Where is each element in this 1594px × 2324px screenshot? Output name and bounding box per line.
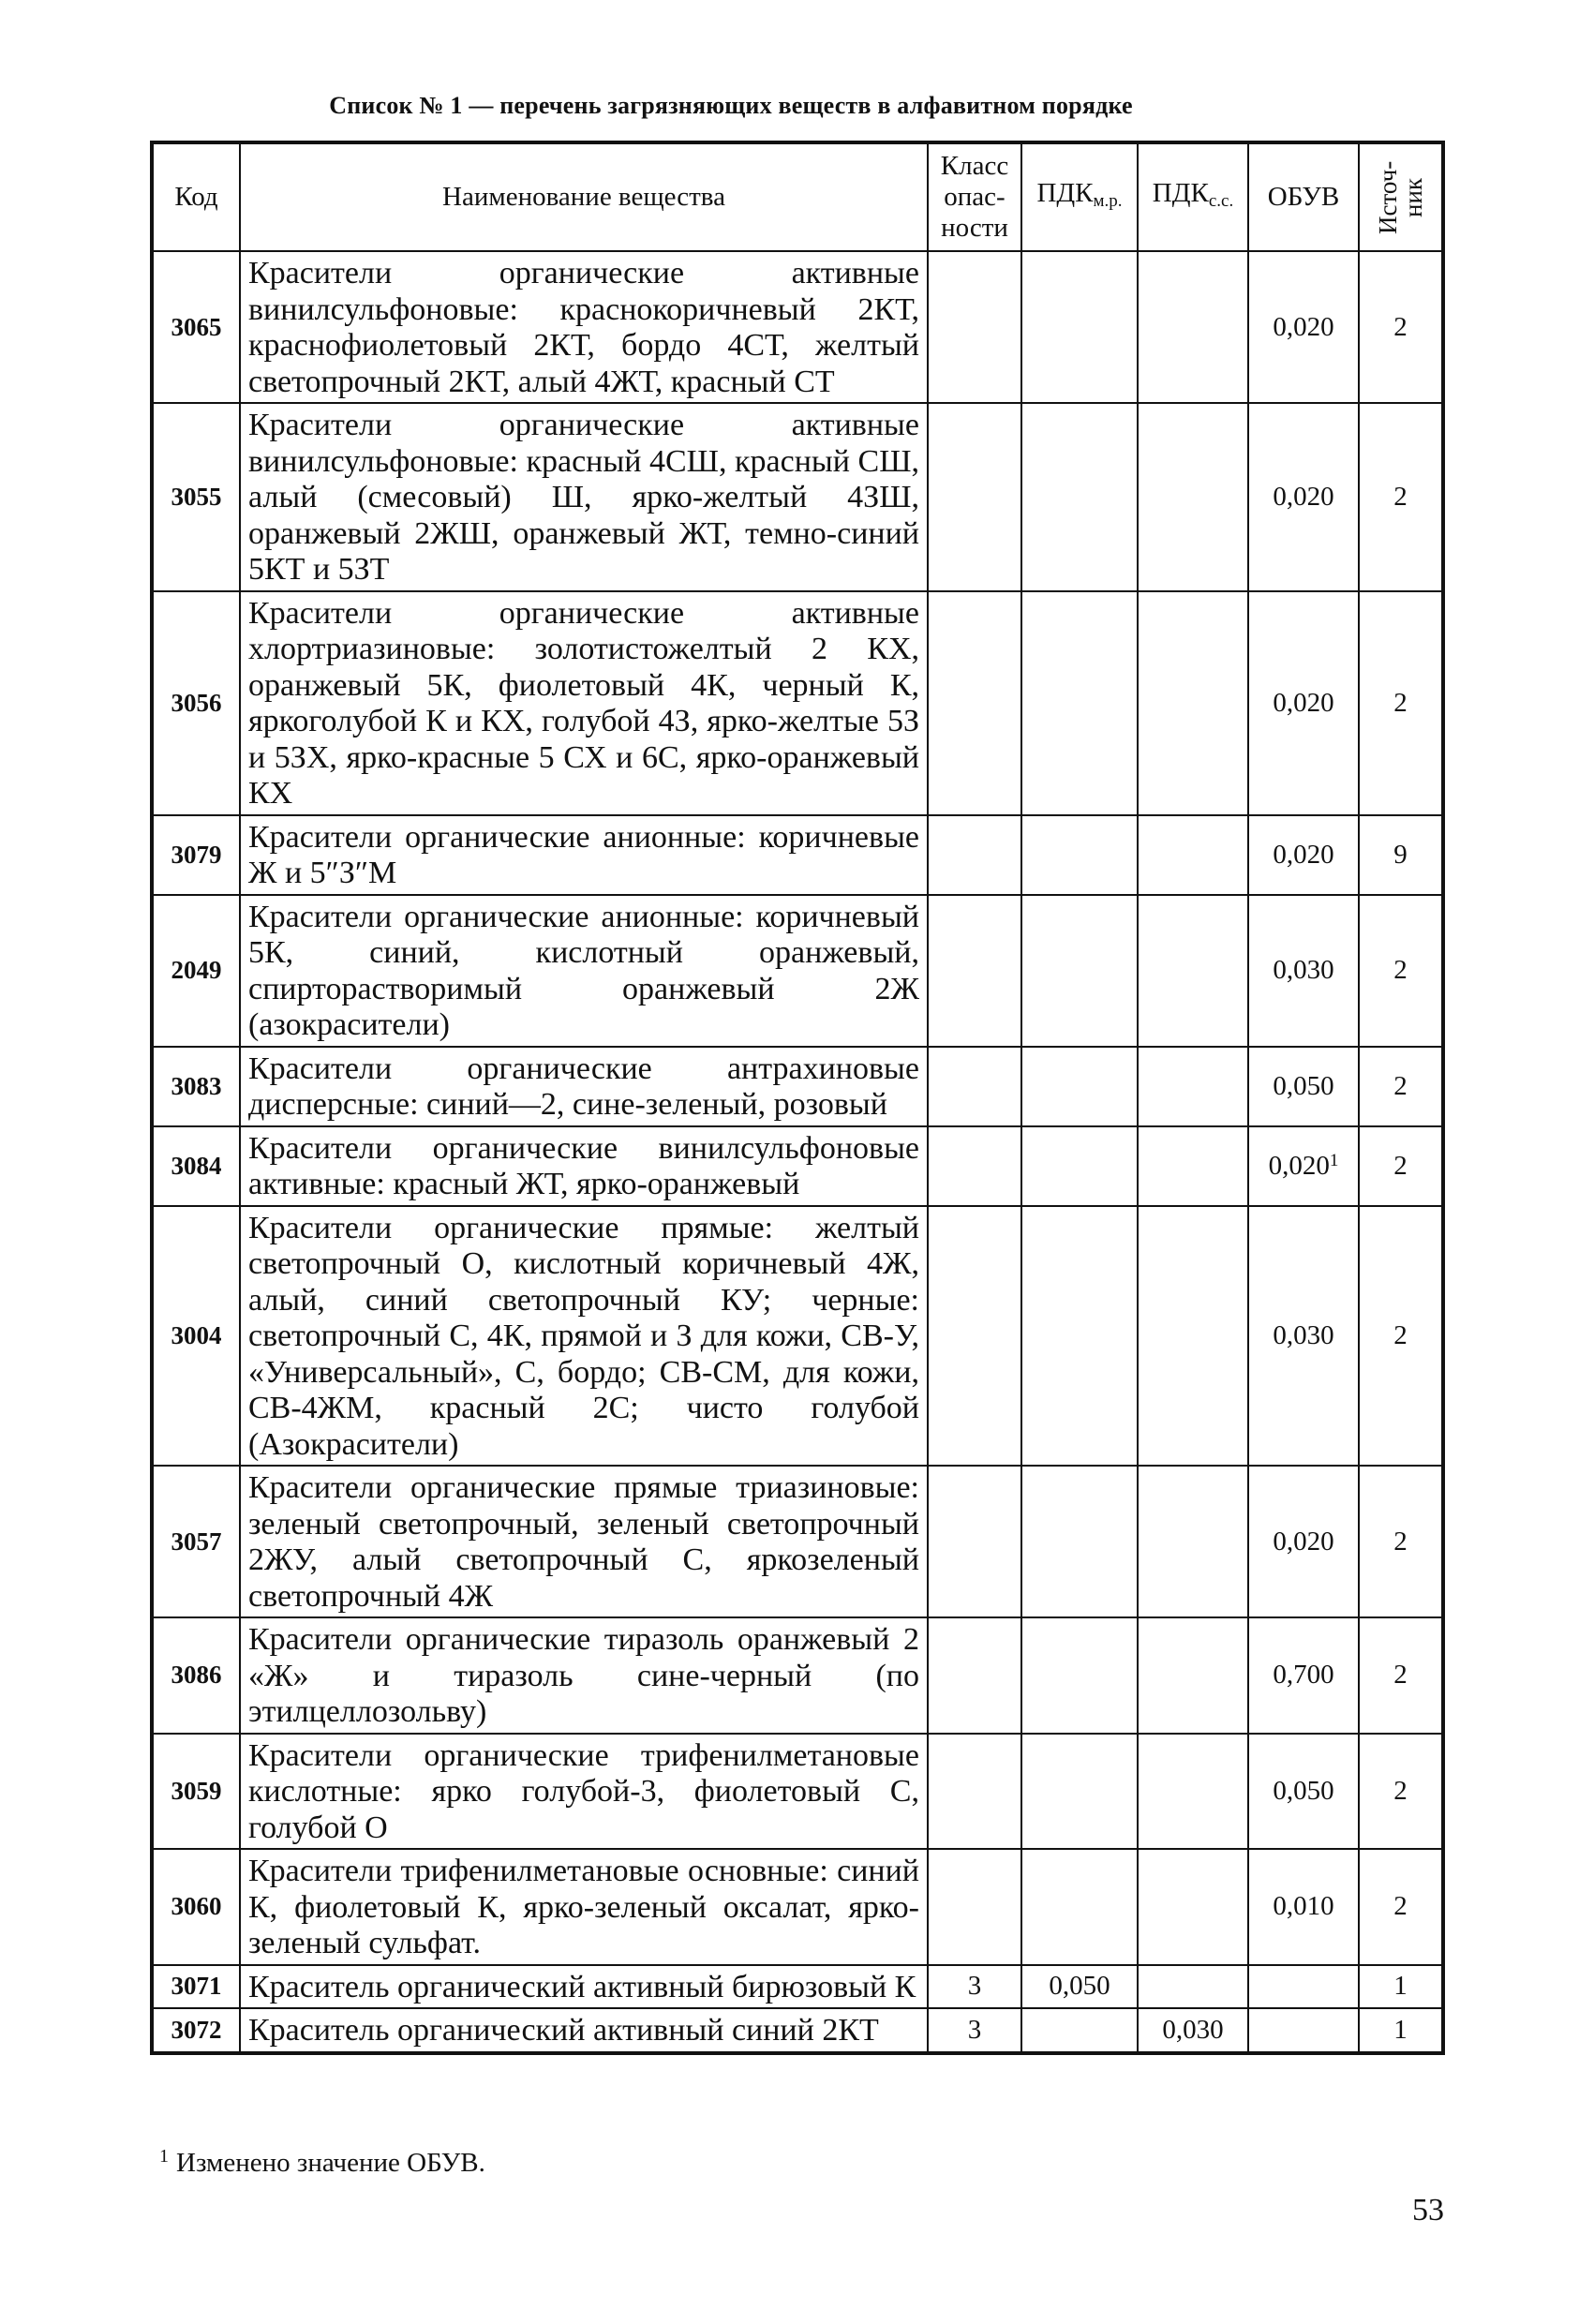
obuv-value: 0,020 xyxy=(1273,311,1334,342)
source-cell: 2 xyxy=(1359,1126,1443,1206)
obuv-value: 0,700 xyxy=(1273,1660,1334,1691)
page-number: 53 xyxy=(1412,2193,1444,2227)
table-row xyxy=(152,895,1443,1047)
pdk-ss-cell xyxy=(1138,1617,1248,1734)
pdk-mr-cell xyxy=(1021,1466,1138,1617)
pdk-mr-cell xyxy=(1021,1126,1138,1206)
obuv-footnote-mark: 1 xyxy=(1329,1150,1339,1170)
substance-name-cell: Краситель органический активный бирюзовый К xyxy=(240,1965,928,2009)
pdk-ss-cell xyxy=(1138,1466,1248,1617)
code-cell: 3004 xyxy=(152,1206,240,1467)
pdk-ss-cell xyxy=(1138,895,1248,1047)
source-cell: 2 xyxy=(1359,895,1443,1047)
pdk-mr-cell: 0,050 xyxy=(1021,1965,1138,2009)
pdk-ss-cell xyxy=(1138,1849,1248,1965)
obuv-value: 0,030 xyxy=(1273,955,1334,985)
code-cell: 3084 xyxy=(152,1126,240,1206)
obuv-value: 0,020 xyxy=(1268,1150,1330,1181)
header-code: Код xyxy=(152,142,240,251)
obuv-cell xyxy=(1248,1047,1359,1126)
hazard-class-cell xyxy=(928,1849,1021,1965)
header-source-label: Источ- ник xyxy=(1373,160,1427,234)
hazard-class-cell: 3 xyxy=(928,2008,1021,2053)
pdk-mr-cell xyxy=(1021,815,1138,895)
pdk-ss-cell xyxy=(1138,1965,1248,2009)
source-cell: 2 xyxy=(1359,1849,1443,1965)
pdk-ss-cell xyxy=(1138,1206,1248,1467)
obuv-value: 0,020 xyxy=(1273,839,1334,870)
substance-name-cell: Красители органические активные винилсульфоновые: краснокоричневый 2КТ, краснофиолетовый 2КТ, бордо 4СТ, желтый светопрочный 2КТ, алый 4ЖТ, красный СТ xyxy=(240,251,928,403)
code-cell: 2049 xyxy=(152,895,240,1047)
hazard-class-cell xyxy=(928,591,1021,815)
hazard-class-cell xyxy=(928,1466,1021,1617)
source-cell: 9 xyxy=(1359,815,1443,895)
hazard-class-cell xyxy=(928,251,1021,403)
obuv-value: 0,010 xyxy=(1273,1891,1334,1922)
obuv-cell xyxy=(1248,2008,1359,2053)
substance-name-cell: Красители органические активные хлортриазиновые: золотистожелтый 2 КХ, оранжевый 5К, фиолетовый 4К, черный К, яркоголубой К и КХ, голубой 4З, ярко-желтые 5З и 5ЗХ, ярко-красные 5 СХ и 6С, ярко-оранжевый КХ xyxy=(240,591,928,815)
table-row xyxy=(152,1466,1443,1617)
footnote-text: Изменено значение ОБУВ. xyxy=(176,2148,485,2178)
table-row xyxy=(152,2008,1443,2053)
obuv-cell xyxy=(1248,1126,1359,1206)
table-row xyxy=(152,591,1443,815)
pdk-ss-cell xyxy=(1138,1734,1248,1850)
source-cell: 2 xyxy=(1359,251,1443,403)
code-cell: 3065 xyxy=(152,251,240,403)
pdk-ss-cell: 0,030 xyxy=(1138,2008,1248,2053)
code-cell: 3086 xyxy=(152,1617,240,1734)
hazard-class-cell: 3 xyxy=(928,1965,1021,2009)
source-cell: 2 xyxy=(1359,1466,1443,1617)
pollutants-table xyxy=(150,141,1445,2055)
code-cell: 3059 xyxy=(152,1734,240,1850)
header-source xyxy=(1359,142,1443,251)
pdk-ss-cell xyxy=(1138,403,1248,591)
source-cell: 2 xyxy=(1359,591,1443,815)
hazard-class-cell xyxy=(928,1047,1021,1126)
hazard-class-cell xyxy=(928,1734,1021,1850)
pdk-mr-cell xyxy=(1021,895,1138,1047)
code-cell: 3071 xyxy=(152,1965,240,2009)
obuv-cell xyxy=(1248,1617,1359,1734)
code-cell: 3055 xyxy=(152,403,240,591)
obuv-cell xyxy=(1248,1466,1359,1617)
obuv-cell xyxy=(1248,1734,1359,1850)
table-row xyxy=(152,403,1443,591)
code-cell: 3060 xyxy=(152,1849,240,1965)
obuv-cell xyxy=(1248,895,1359,1047)
pdk-mr-cell xyxy=(1021,1047,1138,1126)
source-cell: 1 xyxy=(1359,1965,1443,2009)
pdk-mr-cell xyxy=(1021,591,1138,815)
header-pdk-mr-sub: м.р. xyxy=(1093,191,1123,211)
pdk-ss-cell xyxy=(1138,591,1248,815)
header-pdk-mr xyxy=(1021,142,1138,251)
header-hazard-class: Класс опас- ности xyxy=(928,142,1021,251)
pdk-mr-cell xyxy=(1021,251,1138,403)
source-cell: 1 xyxy=(1359,2008,1443,2053)
pdk-ss-cell xyxy=(1138,251,1248,403)
table-row xyxy=(152,1617,1443,1734)
obuv-value: 0,050 xyxy=(1273,1070,1334,1101)
code-cell: 3072 xyxy=(152,2008,240,2053)
substance-name-cell: Красители органические активные винилсульфоновые: красный 4СШ, красный СШ, алый (смесовый) Ш, ярко-желтый 4ЗШ, оранжевый 2ЖШ, оранжевый ЖТ, темно-синий 5КТ и 5ЗТ xyxy=(240,403,928,591)
header-pdk-ss xyxy=(1138,142,1248,251)
code-cell: 3056 xyxy=(152,591,240,815)
source-cell: 2 xyxy=(1359,1047,1443,1126)
source-cell: 2 xyxy=(1359,1734,1443,1850)
substance-name-cell: Краситель органический активный синий 2КТ xyxy=(240,2008,928,2053)
substance-name-cell: Красители органические тиразоль оранжевый 2 «Ж» и тиразоль сине-черный (по этилцеллозольву) xyxy=(240,1617,928,1734)
substance-name-cell: Красители органические винилсульфоновые активные: красный ЖТ, ярко-оранжевый xyxy=(240,1126,928,1206)
obuv-cell xyxy=(1248,1965,1359,2009)
pdk-mr-cell xyxy=(1021,2008,1138,2053)
substance-name-cell: Красители органические прямые триазиновые: зеленый светопрочный, зеленый светопрочный 2ЖУ, алый светопрочный С, яркозеленый светопрочный 4Ж xyxy=(240,1466,928,1617)
substance-name-cell: Красители органические анионные: коричневый 5К, синий, кислотный оранжевый, спирторастворимый оранжевый 2Ж (азокрасители) xyxy=(240,895,928,1047)
hazard-class-cell xyxy=(928,1126,1021,1206)
obuv-value: 0,030 xyxy=(1273,1319,1334,1350)
footnote xyxy=(159,2146,485,2179)
obuv-value: 0,020 xyxy=(1273,1526,1334,1557)
hazard-class-cell xyxy=(928,815,1021,895)
substance-name-cell: Красители органические прямые: желтый светопрочный О, кислотный коричневый 4Ж, алый, синий светопрочный КУ; черные: светопрочный С, 4К, прямой и З для кожи, СВ-У, «Универсальный», С, бордо; СВ-СМ, для кожи, СВ-4ЖМ, красный 2С; чисто голубой (Азокрасители) xyxy=(240,1206,928,1467)
obuv-cell xyxy=(1248,1206,1359,1467)
header-pdk-ss-label: ПДК xyxy=(1152,178,1209,208)
header-source-wrap xyxy=(1360,145,1441,250)
pdk-mr-cell xyxy=(1021,1617,1138,1734)
table-row xyxy=(152,815,1443,895)
header-name: Наименование вещества xyxy=(240,142,928,251)
page-title: Список № 1 — перечень загрязняющих веществ в алфавитном порядке xyxy=(329,92,1133,119)
substance-name-cell: Красители органические анионные: коричневые Ж и 5″З″М xyxy=(240,815,928,895)
table-row xyxy=(152,1206,1443,1467)
pdk-mr-cell xyxy=(1021,1849,1138,1965)
hazard-class-cell xyxy=(928,895,1021,1047)
table-row xyxy=(152,1047,1443,1126)
obuv-value: 0,020 xyxy=(1273,481,1334,512)
header-pdk-mr-label: ПДК xyxy=(1036,178,1094,208)
header-pdk-ss-sub: с.с. xyxy=(1208,191,1234,211)
header-obuv: ОБУВ xyxy=(1248,142,1359,251)
substance-name-cell: Красители органические трифенилметановые кислотные: ярко голубой-3, фиолетовый С, голубой О xyxy=(240,1734,928,1850)
substance-name-cell: Красители трифенилметановые основные: синий К, фиолетовый К, ярко-зеленый оксалат, ярко-зеленый сульфат. xyxy=(240,1849,928,1965)
hazard-class-cell xyxy=(928,1206,1021,1467)
code-cell: 3079 xyxy=(152,815,240,895)
substance-name-cell: Красители органические антрахиновые дисперсные: синий—2, сине-зеленый, розовый xyxy=(240,1047,928,1126)
obuv-cell xyxy=(1248,403,1359,591)
obuv-cell xyxy=(1248,591,1359,815)
table-row xyxy=(152,1734,1443,1850)
pdk-ss-cell xyxy=(1138,815,1248,895)
table-row xyxy=(152,1126,1443,1206)
code-cell: 3057 xyxy=(152,1466,240,1617)
hazard-class-cell xyxy=(928,403,1021,591)
pdk-mr-cell xyxy=(1021,1206,1138,1467)
pdk-mr-cell xyxy=(1021,403,1138,591)
source-cell: 2 xyxy=(1359,1617,1443,1734)
footnote-mark: 1 xyxy=(159,2146,169,2167)
obuv-cell xyxy=(1248,815,1359,895)
code-cell: 3083 xyxy=(152,1047,240,1126)
table-header-row xyxy=(152,142,1443,251)
hazard-class-cell xyxy=(928,1617,1021,1734)
pdk-ss-cell xyxy=(1138,1047,1248,1126)
source-cell: 2 xyxy=(1359,403,1443,591)
pdk-mr-cell xyxy=(1021,1734,1138,1850)
table-row xyxy=(152,251,1443,403)
table-row xyxy=(152,1965,1443,2009)
pdk-ss-cell xyxy=(1138,1126,1248,1206)
table-row xyxy=(152,1849,1443,1965)
source-cell: 2 xyxy=(1359,1206,1443,1467)
obuv-value: 0,020 xyxy=(1273,687,1334,718)
obuv-cell xyxy=(1248,1849,1359,1965)
obuv-cell xyxy=(1248,251,1359,403)
obuv-value: 0,050 xyxy=(1273,1775,1334,1806)
